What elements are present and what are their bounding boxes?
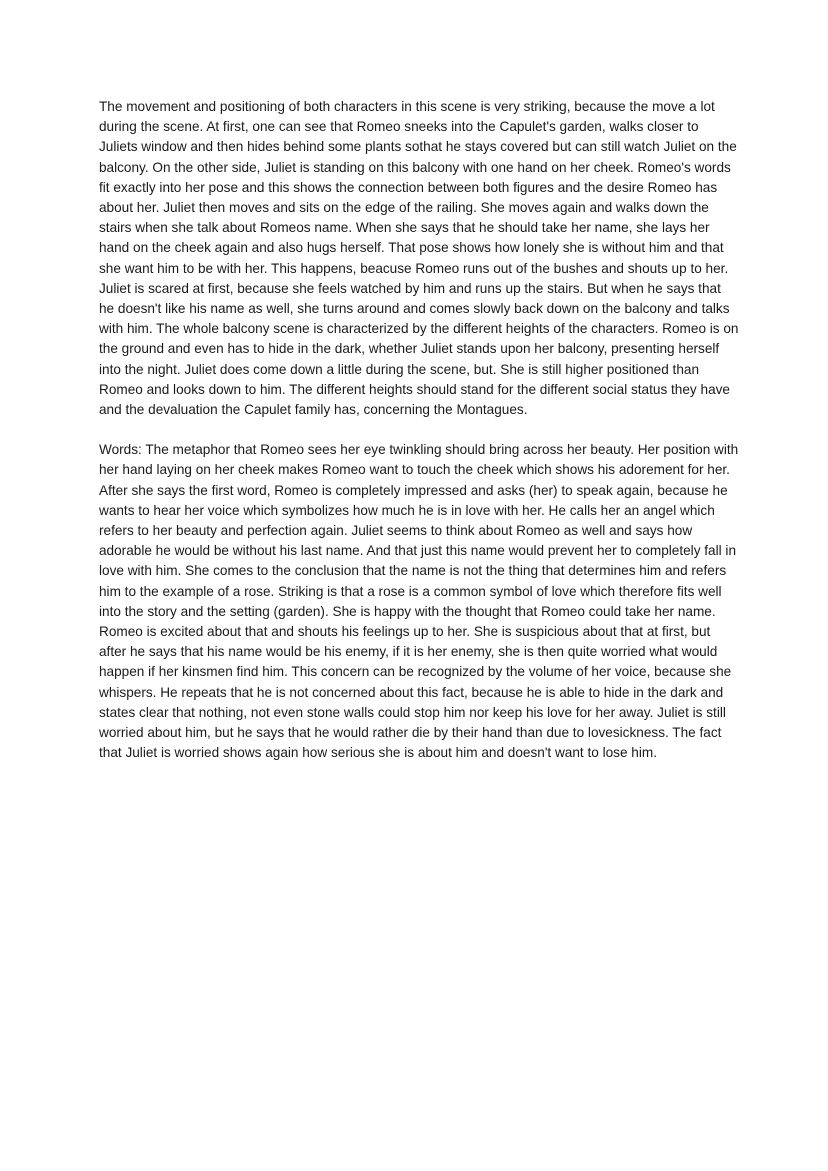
- document-body: [99, 97, 739, 764]
- paragraph-movement: The movement and positioning of both characters in this scene is very striking, because the move a lot during the scene. At first, one can see that Romeo sneeks into the Capulet's garden, walks closer to Juliets window and then hides behind some plants sothat he stays covered but can still watch Juliet on the balcony. On the other side, Juliet is standing on this balcony with one hand on her cheek. Romeo's words fit exactly into her pose and this shows the connection between both figures and the desire Romeo has about her. Juliet then moves and sits on the edge of the railing. She moves again and walks down the stairs when she talk about Romeos name. When she says that he should take her name, she lays her hand on the cheek again and also hugs herself. That pose shows how lonely she is without him and that she want him to be with her. This happens, beacuse Romeo runs out of the bushes and shouts up to her. Juliet is scared at first, because she feels watched by him and runs up the stairs. But when he says that he doesn't like his name as well, she turns around and comes slowly back down on the balcony and talks with him. The whole balcony scene is characterized by the different heights of the characters. Romeo is on the ground and even has to hide in the dark, whether Juliet stands upon her balcony, presenting herself into the night. Juliet does come down a little during the scene, but. She is still higher positioned than Romeo and looks down to him. The different heights should stand for the different social status they have and the devaluation the Capulet family has, concerning the Montagues.: [99, 99, 739, 418]
- paragraph-words: Words: The metaphor that Romeo sees her eye twinkling should bring across her beauty. Her position with her hand laying on her cheek makes Romeo want to touch the cheek which shows his adorement for her. After she says the first word, Romeo is completely impressed and asks (her) to speak again, because he wants to hear her voice which symbolizes how much he is in love with her. He calls her an angel which refers to her beauty and perfection again. Juliet seems to think about Romeo as well and says how adorable he would be without his last name. And that just this name would prevent her to completely fall in love with him. She comes to the conclusion that the name is not the thing that determines him and refers him to the example of a rose. Striking is that a rose is a common symbol of love which therefore fits well into the story and the setting (garden). She is happy with the thought that Romeo could take her name. Romeo is excited about that and shouts his feelings up to her. She is suspicious about that at first, but after he says that his name would be his enemy, if it is her enemy, she is then quite worried what would happen if her kinsmen find him. This concern can be recognized by the volume of her voice, because she whispers. He repeats that he is not concerned about this fact, because he is able to hide in the dark and states clear that nothing, not even stone walls could stop him nor keep his love for her away. Juliet is still worried about him, but he says that he would rather die by their hand than due to lovesickness. The fact that Juliet is worried shows again how serious she is about him and doesn't want to lose him.: [99, 442, 739, 761]
